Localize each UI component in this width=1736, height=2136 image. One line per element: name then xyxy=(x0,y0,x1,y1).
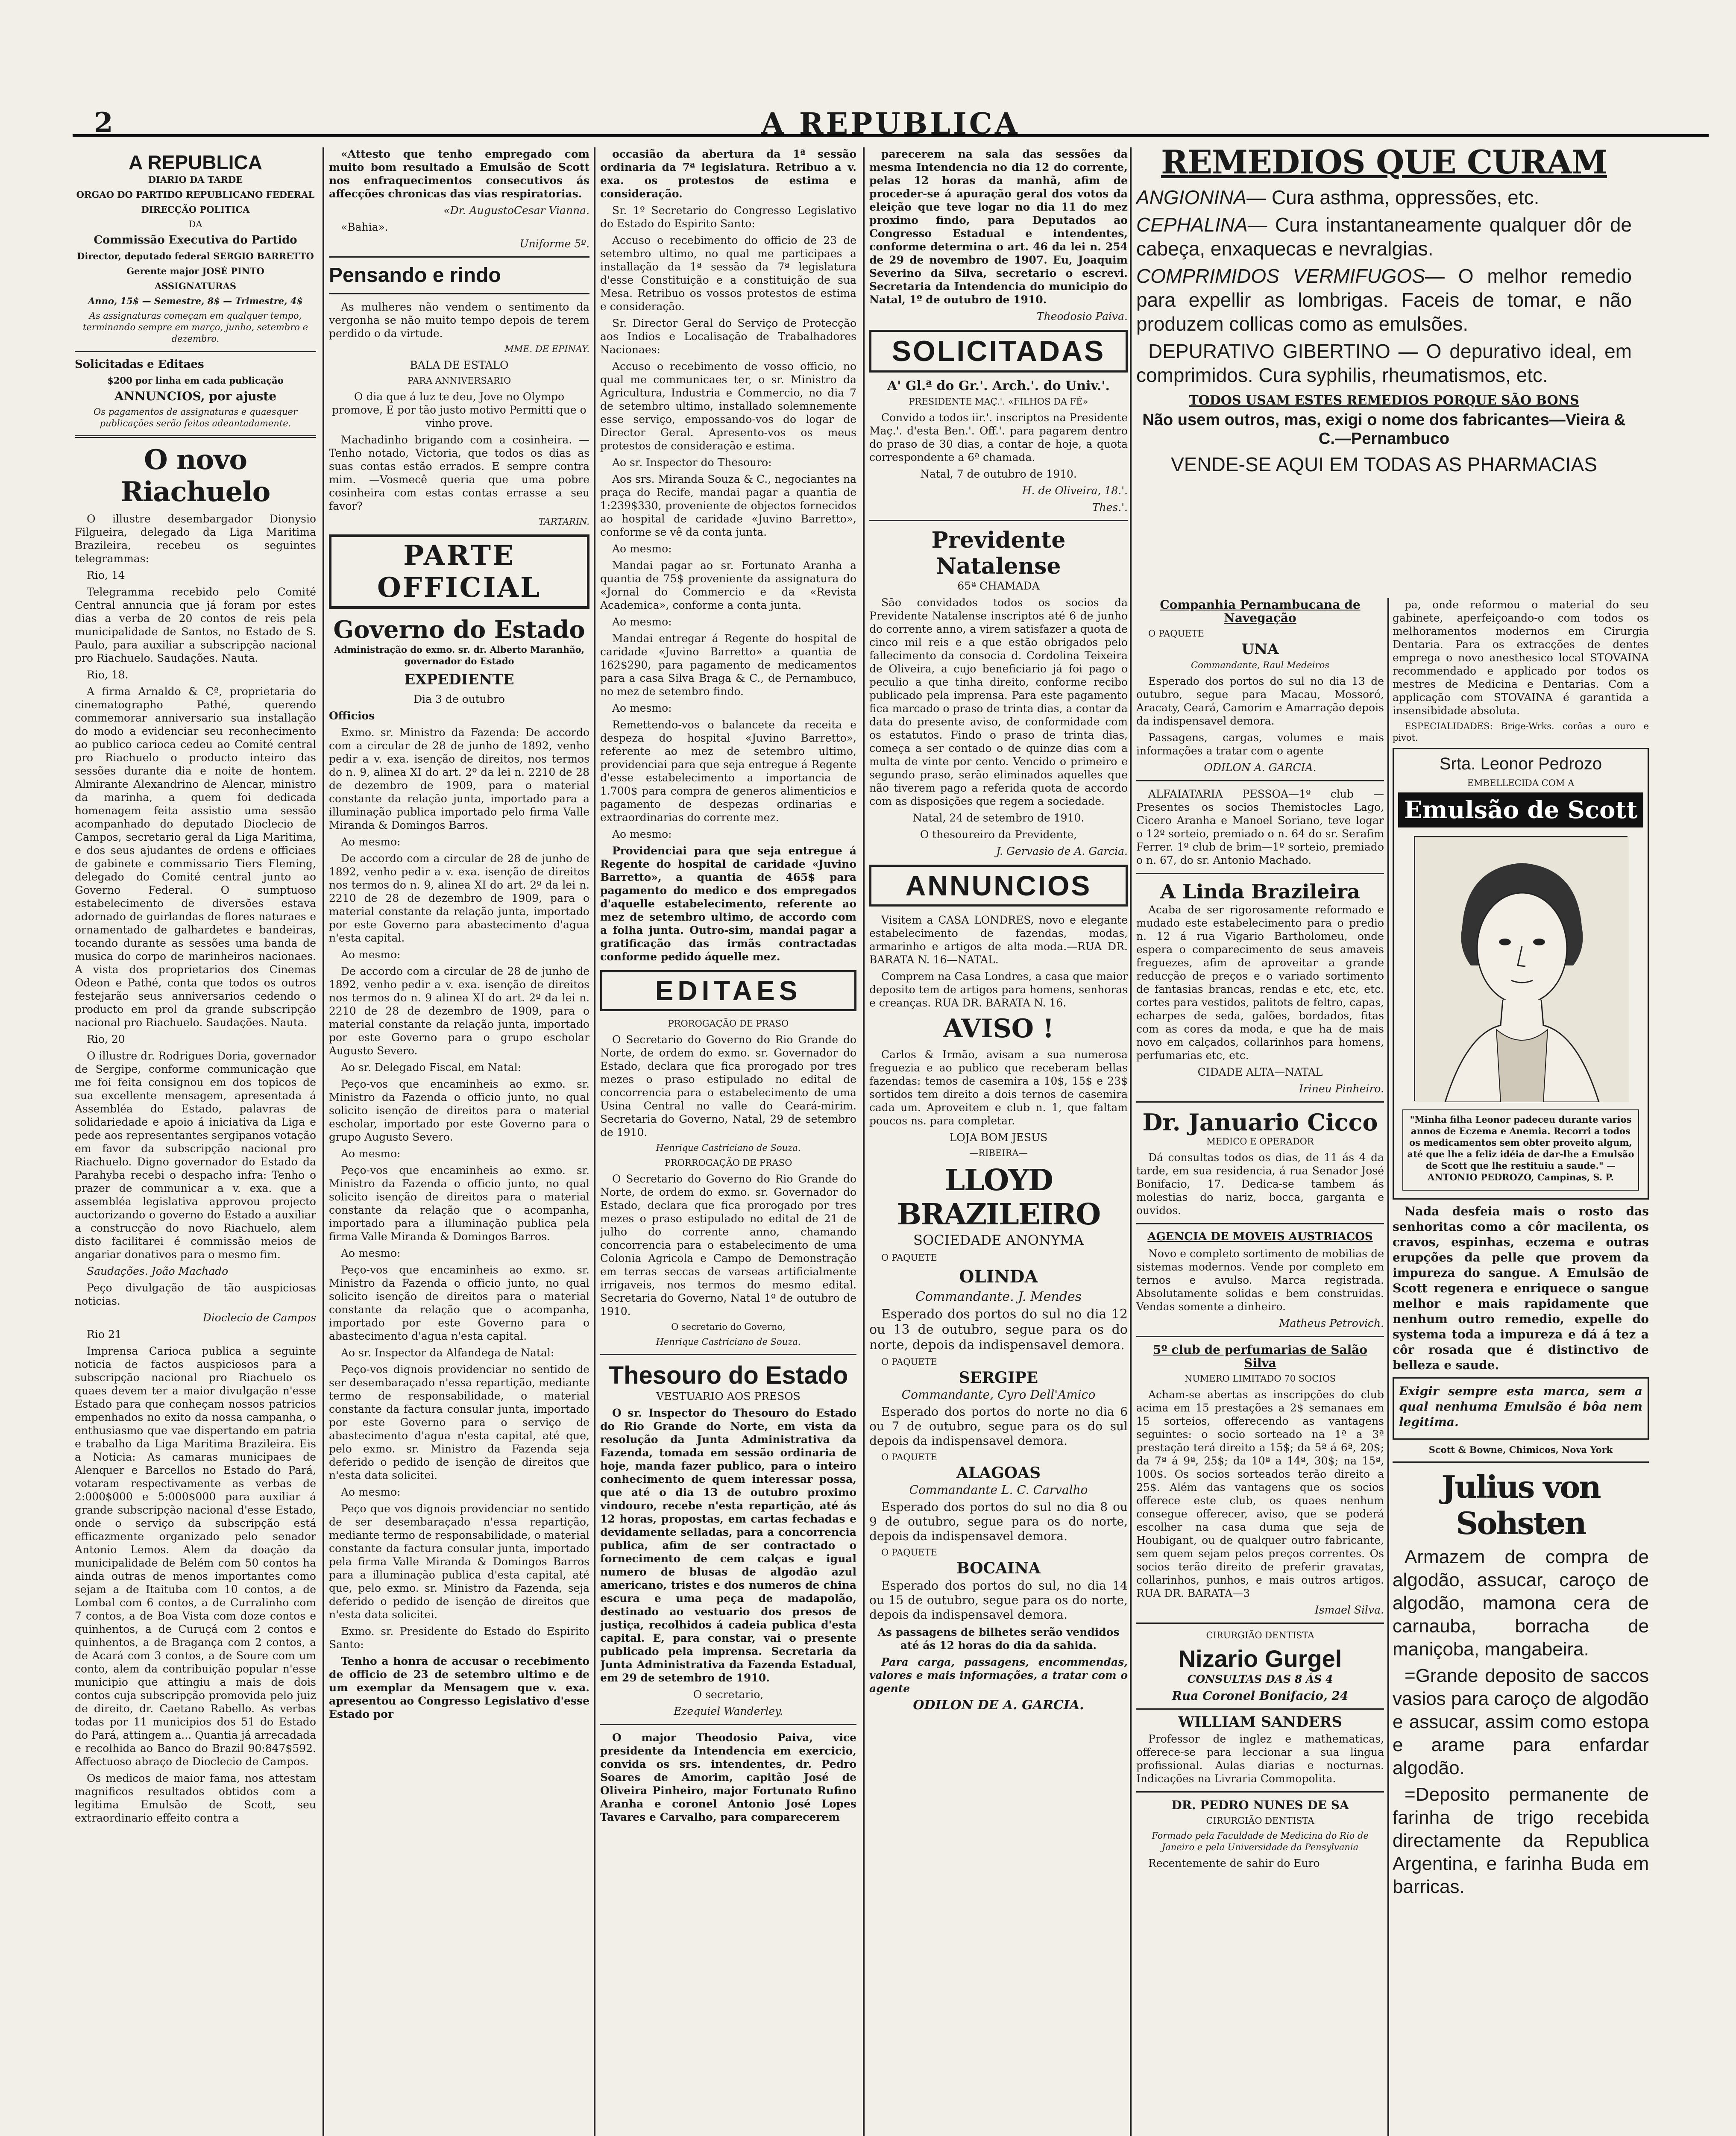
officio-7: Peço-vos dignois providenciar no sentido de ser desembaraçado n'essa repartição, mediante termo de responsabilidade, o material constante da factura consular junta, importado por este Governo para o serviço de abastecimento d'agua n'esta capital, até que, pelo exmo. sr. Ministro da Fazenda seja deferido o pedido de isenção de direitos que n'esta data solicitei. xyxy=(329,1363,589,1482)
numero-limitado: NUMERO LIMITADO 70 SOCIOS xyxy=(1184,1373,1336,1384)
previdente-sig1: O thesoureiro da Previdente, xyxy=(920,828,1077,841)
remedio-2 xyxy=(1136,213,1632,261)
rio-18: Rio, 18. xyxy=(87,669,129,681)
julius-p1: Armazem de compra de algodão, assucar, caroço de algodão, mamona cera de carnauba, borracha de maniçoba, mangabeira. xyxy=(1393,1546,1649,1660)
col1-manager: Gerente major JOSÉ PINTO xyxy=(126,266,264,276)
una-p2: Passagens, cargas, volumes e mais informações a tratar com o agente xyxy=(1136,731,1384,757)
una-cmd: Commandante, Raul Medeiros xyxy=(1191,660,1329,670)
column-rule xyxy=(594,147,595,2136)
column-5 xyxy=(1136,598,1384,2136)
col6-top: pa, onde reformou o material do seu gabinete, aperfeiçoando-o com todos os melhoramentos modernos em Cirurgia Dentaria. Para os extracções de dentes emprega o novo anesthesico local STOVAINA recommendado e applicado por todos os mestres de Medicina e Dentarias. Com a applicação com STOVAINA é garantida a insensibidade absoluta. xyxy=(1393,599,1649,717)
agencia-sig: Matheus Petrovich. xyxy=(1279,1317,1384,1329)
officio-4: Peço-vos que encaminheis ao exmo. sr. Ministro da Fazenda o officio junto, no qual solicito isenção de direitos para o material escholar, importado por este Governo para o grupo Augusto Severo. xyxy=(329,1078,589,1143)
officio-8: Peço que vos dignois providenciar no sentido de ser desembaraçado n'essa repartição, mediante termo de responsabilidade, o material constante da factura consular junta, importado pela firma Valle Miranda & Domingos Barros para a illuminação publica d'esta capital, até que, pelo exmo. sr. Ministro da Fazenda, seja deferido o pedido de isenção de direitos que n'esta data solicitei. xyxy=(329,1502,589,1621)
col1-da: DA xyxy=(188,219,202,229)
col1-title: A REPUBLICA xyxy=(129,151,262,173)
column-rule xyxy=(1387,598,1389,2136)
paquete: O PAQUETE xyxy=(1148,628,1204,639)
riachuelo-p5: Imprensa Carioca publica a seguinte noticia de factos auspiciosos para a subscripção nacional pro Riachuelo os quaes devem ter a maior divulgação n'esse Estado para que conheçam nossos patricios empenhados no exito da nossa campanha, o enthusiasmo que vae dispertando em patria e trabalho da Liga Maritima Brazileira. Eis a Noticia: As camaras municipaes de Alenquer e Barcellos no Estado do Pará, votaram respectivamente as verbas de 2:000$000 e 5:000$000 para auxiliar á grande subscripção nacional d'esse Estado, onde o serviço da subscripção está efficazmente organizado pelo senador Antonio Lemos. Alem da doação da municipalidade de Belém com 50 contos ha ainda outras de menos importantes como sejam a de Itaituba com 10 contos, a de Lombal com 6 contos, a de Curralinho com 7 contos, a de Boa Vista com doze contos e quinhentos, a de Curuçá com 2 contos e quinhentos, a de Bragança com 2 contos, a de Acará com 3 contos, a de Soure com um conto, alem da contribuição popular n'esse municipio que attingiu a mais de dois contos cuja subscripção promovida pelo juiz de direito, dr. Caetano Rabello. As verbas todas por 11 municipios dos 51 do Estado do Pará, attingem a... Quantia já arrecadada e recolhida ao Banco do Brazil 90:847$592. Affectuoso abraço de Dioclecio de Campos. xyxy=(75,1345,316,1768)
col3-sr1: Sr. 1º Secretario do Congresso Legislativo do Estado do Espirito Santo: xyxy=(600,204,856,230)
col1-annuncios: ANNUNCIOS, por ajuste xyxy=(114,389,277,403)
sociedade-anonyma: SOCIEDADE ANONYMA xyxy=(913,1232,1084,1248)
pensando-p1-sig: MME. DE EPINAY. xyxy=(504,344,589,354)
officio-5: Peço-vos que encaminheis ao exmo. sr. Ministro da Fazenda o officio junto, no qual solicito isenção de direitos para o material constante da relação que o acompanha, importado para a illuminação publica pela firma Valle Miranda & Domingos Barros. xyxy=(329,1164,589,1243)
remedio-3 xyxy=(1136,264,1632,336)
rio-14: Rio, 14 xyxy=(87,569,125,581)
remedios-ad xyxy=(1136,143,1632,592)
col1-subs-line: Anno, 15$ — Semestre, 8$ — Trimestre, 4$ xyxy=(88,296,303,306)
srta-leonor: Srta. Leonor Pedrozo xyxy=(1439,754,1602,773)
lloyd-brazileiro: LLOYD BRAZILEIRO xyxy=(897,1163,1100,1232)
ao-mesmo: Ao mesmo: xyxy=(612,702,672,714)
una-p: Esperado dos portos do sul no dia 13 de outubro, segue para Macau, Mossoró, Aracaty, Ceará, Camorim e Amarração depois da indispensavel demora. xyxy=(1136,675,1384,727)
ao-delegado: Ao sr. Delegado Fiscal, em Natal: xyxy=(341,1061,522,1074)
nao-usem: Não usem outros, mas, exigi o nome dos fabricantes—Vieira & C.—Pernambuco xyxy=(1142,411,1626,448)
pensando-p2: Machadinho brigando com a cosinheira. —Tenho notado, Victoria, que todos os dias as suas contas estão errados. E sempre contra mim. —Vosmecê queria que uma pobre cosinheira com estas contas errasse a seu favor? xyxy=(329,434,589,512)
column-6 xyxy=(1393,598,1649,2136)
scott-ad xyxy=(1393,748,1649,1200)
linda-p: Acaba de ser rigorosamente reformado e mudado este estabelecimento para o predio n. 12 á rua Vigario Bartholomeu, onde espera o comparecimento de seus amaveis freguezes, afim de aproveitar a grande reducção de preços e o variado sortimento de fantasias brancas, rendas e etc, etc, etc. cortes para vestidos, palitots de feltro, capas, echarpes de seda, galões, bordados, fitas com as cores da moda, e que ha de mais novo em calçados, collarinhos para homens, perfumarias etc, etc. xyxy=(1136,904,1384,1062)
col2-attest-sig: «Dr. AugustoCesar Vianna. xyxy=(443,204,589,217)
ao-mesmo: Ao mesmo: xyxy=(612,543,672,555)
col1-subtitle: DIARIO DA TARDE xyxy=(148,174,243,185)
julius-p2: =Grande deposito de saccos vasios para caroço de algodão e assucar, assim como estopa e arame para enfardar algodão. xyxy=(1393,1665,1649,1778)
col3-p5: Mandai entregar á Regente do hospital de caridade «Juvino Barretto» a quantia de 162$290, para pagamento de medicamentos para a casa Silva Braga & C., de Pernambuco, no mez de setembro findo. xyxy=(600,632,856,698)
bala-estalo: BALA DE ESTALO xyxy=(410,359,509,371)
previdente-p1: São convidados todos os socios da Previdente Natalense inscriptos até 6 de junho do corrente anno, a virem satisfazer a quota de cinco mil reis e a que estão obrigados pelo fallecimento da consocia d. Cordolina Teixeira de Oliveira, a cujo beneficiario já foi pago o peculio a que tinha direito, conforme recibo publicado pela imprensa. Para este pagamento fica marcado o praso de trinta dias, a contar da data do presente aviso, de conformidade com os estatutos. Findo o praso de trinta dias, começa a ser contado o de quinze dias com a multa de vinte por cento. Vencido o primeiro e segundo praso, serão eliminados aquelles que não tiverem pago a referida quota de accordo com as disposições que regem a sociedade. xyxy=(869,596,1128,807)
casa-londres-1: Visitem a CASA LONDRES, novo e elegante estabelecimento de fazendas, modas, armarinho e artigos de alta moda.—RUA DR. BARATA N. 16—NATAL. xyxy=(869,914,1128,966)
col3-end: O major Theodosio Paiva, vice presidente da Intendencia em exercicio, convida os srs. intendentes, dr. Pedro Soares de Amorim, capitão José de Oliveira Pinheiro, major Fortunato Rufino Aranha e coronel Antonio José Lopes Tavares e Carvalho, para comparecerem xyxy=(600,1731,856,1823)
thesouro-p1: O sr. Inspector do Thesouro do Estado do Rio Grande do Norte, em vista da resolução da Junta Administrativa da Fazenda, tomada em sessão ordinaria de hoje, manda fazer publico, para o inteiro conhecimento de quem interessar possa, que até o dia 13 de outubro proximo vindouro, recebe n'esta repartição, até ás 12 horas, propostas, em cartas fechadas e devidamente selladas, para a concorrencia publica, afim de ser contractado o fornecimento de cem calças e igual numero de blusas de algodão azul americano, tristes e dos numeros de china escura e uma peça de madapolão, destinado ao vestuario dos presos de justiça, recolhidos á cadeia publica d'esta capital. E, para constar, vai o presente publicado pela imprensa. Secretaria da Junta Administrativa da Fazenda Estadual, em 29 de setembro de 1910. xyxy=(600,1407,856,1684)
julius-p3: =Deposito permanente de farinha de trigo recebida directamente da Republica Argentina, e farinha Buda em barricas. xyxy=(1393,1784,1649,1897)
riachuelo-intro: O illustre desembargador Dionysio Filgueira, delegado da Liga Maritima Brazileira, recebeu os seguintes telegrammas: xyxy=(75,513,316,565)
riachuelo-p2: A firma Arnaldo & Cª, proprietaria do cinematographo Pathé, querendo commemorar anniversario sua installação do modo a evidenciar seu reconhecimento ao publico carioca cedeu ao Comité central pro Riachuelo o producto inteiro das sessões durante dia e noite de hontem. Almirante Alexandrino de Alencar, ministro da marinha, a quem foi dedicada homenagem feita assistio uma sessão acompanhado do deputado Dioclecio de Campos, secretario geral da Liga Maritima, e dos seus ajudantes de ordens e officiaes de gabinete e commissario Tiers Fleming, delegado do Comité central junto ao Governo Federal. O sumptuoso estabelecimento de diversões estava adornado de guirlandas de flores naturaes e ornamentado de galhardetes e bandeiras, tocando durante as sessões uma banda de musica do corpo de marinheiros nacionaes. A vista dos proprietarios dos Cinemas Odeon e Pathé, conta que todos os outros festejarão seus anniversarios cedendo o producto em prol da grande subscripção nacional pro Riachuelo. Saudações. Nauta. xyxy=(75,685,316,1029)
previdente: Previdente Natalense xyxy=(931,527,1066,579)
parte-official: PARTE OFFICIAL xyxy=(377,540,542,604)
rua-bonifacio: Rua Coronel Bonifacio, 24 xyxy=(1172,1689,1349,1703)
club-perfumarias: 5º club de perfumarias de Salão Silva xyxy=(1152,1343,1368,1370)
officio-1: Exmo. sr. Ministro da Fazenda: De accordo com a circular de 28 de junho de 1892, venho pedir a v. exa. isenção de direitos, nos termos do n. 9, alinea XI do art. 2º da lei n. 2210 de 28 de dezembro de 1909, para o material constante da relação junta, importado para a illuminação publica importado pelo firma Valle Miranda & Domingos Barros. xyxy=(329,726,589,831)
remedios-title: REMEDIOS QUE CURAM xyxy=(1161,143,1607,181)
paquete-1: O PAQUETE xyxy=(881,1253,937,1263)
edital-2: O Secretario do Governo do Rio Grande do Norte, de ordem do exmo. sr. Governador do Estado, declara que fica prorogado por tres mezes o praso estipulado no edital de 21 de julho do corrente anno, chamando concorrencia para o estabelecimento de uma Colonia Agricola e Campo de Demonstração em terras seccas de varseas artificialmente irrigaveis, nos termos do mesmo edital. Secretaria do Governo, Natal 1º de outubro de 1910. xyxy=(600,1173,856,1317)
remedio-2-desc: — Cura instantaneamente qualquer dôr de cabeça, enxaquecas e nevralgias. xyxy=(1136,214,1632,260)
cirurgiao-2-p: Formado pela Faculdade de Medicina do Rio de Janeiro e pela Universidade da Pensylvania xyxy=(1152,1831,1369,1852)
una: UNA xyxy=(1241,641,1279,658)
ao-mesmo: Ao mesmo: xyxy=(341,1486,401,1498)
page-header xyxy=(73,107,1709,141)
remedio-1 xyxy=(1136,185,1632,209)
officio-3: De accordo com a circular de 28 de junho de 1892, venho pedir a v. exa. isenção de direitos nos termos do n. 9 alinea XI do art. 2º da lei n. 2210 de 28 de dezembro de 1909, para o material constante da relação junta, importado por este Governo para o grupo escholar Augusto Severo. xyxy=(329,965,589,1057)
previdente-date: Natal, 24 de setembro de 1910. xyxy=(912,812,1085,824)
solicitadas-sub: A' Gl.ª do Gr.'. Arch.'. do Univ.'. xyxy=(887,378,1110,393)
embellecida: EMBELLECIDA COM A xyxy=(1467,778,1575,788)
col1-committee: Commissão Executiva do Partido xyxy=(94,234,297,246)
cirurgiao: CIRURGIÃO DENTISTA xyxy=(1206,1630,1314,1640)
col3-sr3: Ao sr. Inspector do Thesouro: xyxy=(612,456,772,469)
officios: Officios xyxy=(329,710,375,722)
paquete-3: O PAQUETE xyxy=(881,1452,937,1462)
col1-organ: ORGAO DO PARTIDO REPUBLICANO FEDERAL xyxy=(76,189,315,200)
sanders-p: Professor de inglez e mathematicas, offerece-se para leccionar a sua lingua profissional. Aulas diarias e nocturnas. Indicações na Livraria Commopolita. xyxy=(1136,1733,1384,1785)
linda-brazileira: A Linda Brazileira xyxy=(1160,880,1360,903)
medico-p: Dá consultas todos os dias, de 11 ás 4 da tarde, em sua residencia, á rua Senador José Bonifacio, 17. Dedica-se tambem ás molestias do nariz, bocca, garganta e ouvidos. xyxy=(1136,1151,1384,1217)
rio-20: Rio, 20 xyxy=(87,1033,125,1045)
ao-mesmo: Ao mesmo: xyxy=(341,836,401,848)
masthead: A REPUBLICA xyxy=(761,107,1020,141)
cirurgiao-2: CIRURGIÃO DENTISTA xyxy=(1206,1816,1314,1826)
aviso-p1: Carlos & Irmão, avisam a sua numerosa freguezia e ao publico que receberam bellas fazendas: temos de casemira a 10$, 15$ e 23$ sortidos tem direito a dois ternos de casemira cada um. Aproveitem e club n. 1, que faltam poucos ns. para completar. xyxy=(869,1048,1128,1127)
col4-top-sig: Theodosio Paiva. xyxy=(1036,310,1128,323)
column-rule xyxy=(323,147,324,2136)
col3-top: occasião da abertura da 1ª sessão ordinaria da 7ª legislatura. Retribuo a v. exa. os protestos de estima e consideração. xyxy=(600,148,856,200)
col1-direction: DIRECÇÃO POLITICA xyxy=(141,204,250,215)
testimonial: "Minha filha Leonor padeceu durante varios annos de Eczema e Anemia. Recorri a todos os medicamentos sem obter proveito algum, até que lhe a feliz idéia de dar-lhe a Emulsão de Scott que lhe restituiu a saude." —ANTONIO PEDROZO, Campinas, S. P. xyxy=(1407,1114,1634,1182)
exigir-box xyxy=(1393,1377,1649,1440)
emulsao-banner xyxy=(1398,792,1643,827)
carga: Para carga, passagens, encommendas, valores e mais informações, a tratar com o agente xyxy=(869,1656,1128,1695)
edital-1: O Secretario do Governo do Rio Grande do Norte, de ordem do exmo. sr. Governador do Estado, declara que fica prorogado por tres mezes o praso estipulado no edital de concorrencia para o estabelecimento de uma Usina Central no valle do Ceará-mirim. Secretaria do Governo, Natal, 29 de setembro de 1910. xyxy=(600,1033,856,1138)
sergipe: SERGIPE xyxy=(959,1369,1038,1387)
col3-p7: Providenciai para que seja entregue á Regente do hospital de caridade «Juvino Barretto», a quantia de 465$ para pagamento do medico e dos empregados d'aquelle estabelecimento, referente ao mez de setembro ultimo, de accordo com a folha junta. Outro-sim, mandai pagar a gratificação das irmãs contractadas conforme pedido áquelle mez. xyxy=(600,845,856,963)
riachuelo-title: O novo Riachuelo xyxy=(120,444,270,508)
aviso: AVISO ! xyxy=(943,1014,1054,1044)
sergipe-cmd: Commandante, Cyro Dell'Amico xyxy=(901,1388,1096,1402)
riachuelo-p3-sig: Saudações. João Machado xyxy=(87,1265,229,1277)
ao-mesmo: Ao mesmo: xyxy=(612,828,672,840)
solicitadas-sig2: Thes.'. xyxy=(1092,501,1128,513)
paquete-2: O PAQUETE xyxy=(881,1357,937,1367)
portrait-image xyxy=(1414,836,1628,1101)
ao-mesmo: Ao mesmo: xyxy=(341,1247,401,1259)
governo-estado: Governo do Estado xyxy=(333,616,585,644)
remedio-2-name: CEPHALINA xyxy=(1136,214,1248,236)
thesouro-estado: Thesouro do Estado xyxy=(608,1361,848,1389)
riachuelo-p3: O illustre dr. Rodrigues Doria, governador de Sergipe, conforme communicação que me foi feita consignou em dos topicos de sua excellente mensagem, apresentada á Assembléa do Estado, palavras de solidariedade e apoio á iniciativa da Liga e pede aos representantes sergipanos votação em favor da subscripção nacional pro Riachuelo. Digno governador do Estado da Parahyba recebi o despacho infra: Tenho o prazer de communicar a v. exa. que a assembléa legislativa approvou projecto auctorizando o governo do Estado a auxiliar a construcção do novo Riachuelo, alem disto facilitarei é commissão meios de angariar donativos para o mesmo fim. xyxy=(75,1050,316,1261)
col3-p4: Mandai pagar ao sr. Fortunato Aranha a quantia de 75$ proveniente da assignatura do «Jornal do Commercio e da «Revista Academica», conforme a conta junta. xyxy=(600,559,856,611)
verse: O dia que á luz te deu, Jove no Olympo promove, E por tão justo motivo Permitti que o vinho prove. xyxy=(332,390,586,429)
page-number: 2 xyxy=(94,107,113,139)
medico: MEDICO E OPERADOR xyxy=(1206,1136,1314,1147)
remedio-1-name: ANGIONINA xyxy=(1136,186,1247,208)
vestuario: VESTUARIO AOS PRESOS xyxy=(656,1390,801,1402)
una-sig: ODILON A. GARCIA. xyxy=(1204,761,1317,774)
bilhetes: As passagens de bilhetes serão vendidos até ás 12 horas do dia da sahida. xyxy=(877,1626,1120,1652)
agencia-moveis: AGENCIA DE MOVEIS AUSTRIACOS xyxy=(1147,1230,1373,1243)
solicitadas-date: Natal, 7 de outubro de 1910. xyxy=(920,468,1077,480)
pensando-p2-sig: TARTARIN. xyxy=(538,516,589,527)
col5-bottom: Recentemente de sahir do Euro xyxy=(1148,1857,1320,1869)
olinda-p: Esperado dos portos do sul no dia 12 ou 13 de outubro, segue para os do norte, depois da indispensavel demora. xyxy=(869,1307,1128,1353)
loja-bom-jesus: LOJA BOM JESUS xyxy=(949,1131,1048,1144)
col1-director: Director, deputado federal SERGIO BARRETTO xyxy=(77,251,314,261)
nizario-gurgel: Nizario Gurgel xyxy=(1178,1645,1342,1672)
riachuelo-p1: Telegramma recebido pelo Comité Central annuncia que já foram por estes dias a verba de 20 contos de reis pela municipalidade de Santos, no Estado de S. Paulo, para auxiliar a subscripção nacional pro Riachuelo. Saudações. Nauta. xyxy=(75,586,316,664)
editaes: EDITAES xyxy=(655,975,802,1006)
testimonial-box xyxy=(1402,1109,1639,1191)
col1-annuncios-note: Os pagamentos de assignaturas e quaesquer publicações serão feitos adeantadamente. xyxy=(93,407,298,428)
paquete-4: O PAQUETE xyxy=(881,1547,937,1558)
agencia-p: Novo e completo sortimento de mobilias de sistemas modernos. Vende por completo em ternos e avulso. Marca registrada. Absolutamente solidas e bem construidas. Vendas somente a dinheiro. xyxy=(1136,1247,1384,1313)
prorogacao: PROROGAÇÃO DE PRASO xyxy=(668,1018,789,1029)
remedio-3-desc: — O melhor remedio para expellir as lombrigas. Faceis de tomar, e não produzem collicas como as emulsões. xyxy=(1136,265,1632,335)
especialidades: ESPECIALIDADES: Brige-Wrks. corôas a ouro e pivot. xyxy=(1393,721,1649,743)
col3-sr2: Sr. Director Geral do Serviço de Protecção aos Indios e Localisação de Trabalhadores Nacionaes: xyxy=(600,317,856,356)
previdente-sig2: J. Gervasio de A. Garcia. xyxy=(996,845,1128,857)
sergipe-p: Esperado dos portos do norte no dia 6 ou 7 de outubro, segue para os do sul depois da indispensavel demora. xyxy=(869,1405,1128,1448)
remedio-3-name: COMPRIMIDOS VERMIFUGOS xyxy=(1136,265,1425,287)
januario-cicco: Dr. Januario Cicco xyxy=(1142,1109,1378,1136)
riachuelo-p4-sig: Dioclecio de Campos xyxy=(202,1312,316,1324)
ao-mesmo: Ao mesmo: xyxy=(612,616,672,628)
column-4 xyxy=(869,147,1128,2136)
solicitadas-p1: Convido a todos iir.'. inscriptos na Presidente Maç.'. d'esta Ben.'. Off.'. para pagarem dentro do praso de 30 dias, a contar de hoje, a quota correspondente a 6ª chamada. xyxy=(869,411,1128,464)
ribeira: —RIBEIRA— xyxy=(969,1148,1028,1158)
pensando-p1: As mulheres não vendem o sentimento da vergonha se não muito tempo depois de terem perdido o da virtude. xyxy=(329,301,589,340)
companhia: Companhia Pernambucana de Navegação xyxy=(1160,598,1361,625)
remedio-4: DEPURATIVO GIBERTINO — O depurativo ideal, em comprimidos. Cura syphilis, rheumatismos, etc. xyxy=(1136,340,1632,386)
col2-uniforme: Uniforme 5º. xyxy=(519,238,589,250)
column-rule xyxy=(1130,147,1132,2136)
consultas: CONSULTAS DAS 8 ÁS 4 xyxy=(1187,1673,1333,1685)
olinda-cmd: Commandante. J. Mendes xyxy=(915,1289,1082,1304)
vende-se: VENDE-SE AQUI EM TODAS AS PHARMACIAS xyxy=(1171,453,1597,475)
col2-attest: «Attesto que tenho empregado com muito bom resultado a Emulsão de Scott nos enfraquecimentos consecutivos ás affecções chronicas das vias respiratorias. xyxy=(329,148,589,200)
chamada: 65ª CHAMADA xyxy=(957,580,1040,592)
todos-usam: TODOS USAM ESTES REMEDIOS PORQUE SÃO BONS xyxy=(1189,393,1579,408)
col3-p1: Accuso o recebimento do officio de 23 de setembro ultimo, no qual me participaes a installação da 1ª sessão da 7ª legislatura d'esse Constituição e a constituição de sua Mesa. Retribuo os vossos protestos de estima e consideração. xyxy=(600,234,856,313)
col1-subs-head: ASSIGNATURAS xyxy=(154,281,237,291)
expediente: EXPEDIENTE xyxy=(404,671,514,688)
pedro-nunes: DR. PEDRO NUNES DE SA xyxy=(1171,1798,1349,1812)
remedio-1-desc: — Cura asthma, oppressões, etc. xyxy=(1246,186,1540,208)
officio-6: Peço-vos que encaminheis ao exmo. sr. Ministro da Fazenda o officio junto, no qual solicito isenção de direitos para o material constante da relação que o acompanha, importado por este Governo para o abastecimento d'agua n'esta capital. xyxy=(329,1264,589,1342)
casa-londres-2: Comprem na Casa Londres, a casa que maior deposito tem de artigos para homens, senhoras e creanças. RUA DR. BARATA N. 16. xyxy=(869,970,1128,1009)
column-3 xyxy=(600,147,856,2136)
bocaina-p: Esperado dos portos do sul, no dia 14 ou 15 de outubro, segue para os do norte, depois da indispensavel demora. xyxy=(869,1579,1128,1622)
pensando-title: Pensando e rindo xyxy=(329,264,501,287)
scott-note: Os medicos de maior fama, nos attestam magnificos resultados obtidos com a legitima Emulsão de Scott, seu extraordinario effeito contra a xyxy=(75,1772,316,1824)
col1-solicit-price: $200 por linha em cada publicação xyxy=(107,375,284,386)
column-1 xyxy=(75,147,316,2136)
club-sig: Ismael Silva. xyxy=(1314,1604,1384,1616)
officio-9: Tenho a honra de accusar o recebimento de officio de 23 de setembro ultimo e de um exemplar da Mensagem que v. exa. apresentou ao Congresso Legislativo d'esse Estado por xyxy=(329,1655,589,1720)
ao-presidente: Exmo. sr. Presidente do Estado do Espirito Santo: xyxy=(329,1625,589,1651)
alagoas-cmd: Commandante L. C. Carvalho xyxy=(909,1483,1088,1497)
edital-2-sig2: Henrique Castriciano de Souza. xyxy=(656,1337,801,1347)
irineu: Irineu Pinheiro. xyxy=(1299,1083,1384,1095)
scott-bowne: Scott & Bowne, Chimicos, Nova York xyxy=(1428,1444,1613,1455)
odilon: ODILON DE A. GARCIA. xyxy=(913,1698,1084,1713)
solicitadas-sig: H. de Oliveira, 18.'. xyxy=(1022,484,1128,497)
ao-mesmo: Ao mesmo: xyxy=(341,1147,401,1160)
officio-2: De accordo com a circular de 28 de junho de 1892, venho pedir a v. exa. isenção de direitos nos termos do n. 9, alinea XI do art. 2º da lei n. 2210 de 28 de dezembro de 1909, para o material constante da relação junta, importado por este Governo para abastecimento d'agua n'esta capital. xyxy=(329,852,589,944)
col4-top: parecerem na sala das sessões da mesma Intendencia no dia 12 do corrente, pelas 12 horas da manhã, afim de proceder-se á apuração geral dos votos da eleição que teve logar no dia 11 do mez proximo findo, para Deputados ao Congresso Estadual e intendentes, conforme determina o art. 46 da lei n. 254 de 29 de novembro de 1907. Eu, Joaquim Severino da Silva, secretario o escrevi. Secretaria da Intendencia do municipio do Natal, 1º de outubro de 1910. xyxy=(869,148,1128,306)
cidade-alta: CIDADE ALTA—NATAL xyxy=(1197,1066,1323,1078)
julius-sohsten: Julius von Sohsten xyxy=(1441,1469,1600,1541)
dia: Dia 3 de outubro xyxy=(413,693,505,705)
col2-attest-place: «Bahia». xyxy=(341,221,388,233)
col3-p6: Remettendo-vos o balancete da receita e despeza do hospital «Juvino Barretto», referente ao mez de setembro ultimo, providenciai para que seja entregue á Regente d'esse estabelecimento a importancia de 1.700$ para compra de generos alimenticios e pagamento de despezas ordinarias e extraordinarias do corrente mez. xyxy=(600,719,856,824)
edital-1-sig: Henrique Castriciano de Souza. xyxy=(656,1143,801,1153)
column-2 xyxy=(329,147,589,2136)
prorogacao-2: PRORROGAÇÃO DE PRASO xyxy=(664,1158,792,1168)
portrait-illustration xyxy=(1415,837,1629,1102)
rio-21: Rio 21 xyxy=(87,1328,122,1341)
nada-desfeia: Nada desfeia mais o rosto das senhoritas como a côr macilenta, os cravos, espinhas, eczema e outras erupções da pelle que provem da impureza do sangue. A Emulsão de Scott regenera e enriquece o sangue melhor e mais rapidamente que nenhum outro remedio, expelle do systema toda a impureza e dá á tez a côr rosada que é distinctivo de belleza e saude. xyxy=(1393,1204,1649,1372)
presidente-mac: PRESIDENTE MAÇ.'. «FILHOS DA FÉ» xyxy=(909,396,1088,407)
edital-2-sig1: O secretario do Governo, xyxy=(671,1322,786,1332)
solicitadas: SOLICITADAS xyxy=(891,335,1106,367)
club-p: Acham-se abertas as inscripções do club acima em 15 prestações a 2$ semanaes em 15 sorteios, offerecendo as vantagens seguintes: o socio sorteado na 1ª a 3ª prestação terá direito a 15$; da 5ª á 6ª, 20$; da 7ª á 9ª, 25$; da 10ª a 14ª, 30$; na 15ª, 100$. Os socios sorteados terão direito a 25$. Além das vantagens que os socios offerece este club, os quaes nenhum consegue offerecer, aviso, que se poderá escolher na casa duma que seja de Houbigant, ou de qualquer outro fabricante, sem quem sejam pelos preços correntes. Os socios terão direito de preferir gravatas, collarinhos, punhos, e mais outros artigos. RUA DR. BARATA—3 xyxy=(1136,1388,1384,1599)
emulsao-scott: Emulsão de Scott xyxy=(1404,796,1638,824)
ao-mesmo: Ao mesmo: xyxy=(341,948,401,961)
bocaina: BOCAINA xyxy=(956,1559,1041,1577)
alagoas-p: Esperado dos portos do sul no dia 8 ou 9 de outubro, segue para os do norte, depois da indispensavel demora. xyxy=(869,1500,1128,1543)
alfaiataria: ALFAIATARIA PESSOA—1º club —Presentes os socios Themistocles Lago, Cicero Aranha e Manoel Soriano, teve logar o 12º sorteio, premiado o n. 64 do sr. Serafim Ferrer. 1º club de brim—1º sorteio, premiado o n. 67, do sr. Antonio Machado. xyxy=(1136,788,1384,866)
ao-inspector: Ao sr. Inspector da Alfandega de Natal: xyxy=(341,1347,554,1359)
william-sanders: WILLIAM SANDERS xyxy=(1178,1713,1342,1731)
administracao: Administração do exmo. sr. dr. Alberto Maranhão, governador do Estado xyxy=(334,644,585,666)
aniversario: PARA ANNIVERSARIO xyxy=(407,376,511,386)
riachuelo-p4: Peço divulgação de tão auspiciosas noticias. xyxy=(75,1282,316,1307)
exigir: Exigir sempre esta marca, sem a qual nenhuma Emulsão é bôa nem legitima. xyxy=(1399,1384,1642,1429)
annuncios: ANNUNCIOS xyxy=(905,870,1092,901)
col3-p2: Accuso o recebimento de vosso officio, no qual me communicaes ter, o sr. Ministro da Agricultura, Industria e Commercio, no dia 7 de setembro ultimo, installado solemnemente esse serviço, empossando-vos do logar de Director Geral. Apresento-vos os meus protestos de consideração e estima. xyxy=(600,360,856,452)
thesouro-sig1: O secretario, xyxy=(693,1688,764,1701)
col1-subs-note: As assignaturas começam em qualquer tempo, terminando sempre em março, junho, setembro e dezembro. xyxy=(82,311,308,344)
alagoas: ALAGOAS xyxy=(956,1464,1041,1482)
olinda: OLINDA xyxy=(959,1267,1038,1287)
thesouro-sig2: Ezequiel Wanderley. xyxy=(674,1705,783,1717)
col3-p3: Aos srs. Miranda Souza & C., negociantes na praça do Recife, mandai pagar a quantia de 1:239$330, proveniente de objectos fornecidos ao hospital de caridade «Juvino Barretto», conforme se vê da conta junta. xyxy=(600,473,856,538)
column-rule xyxy=(863,147,865,2136)
col1-solicit: Solicitadas e Editaes xyxy=(75,358,204,371)
